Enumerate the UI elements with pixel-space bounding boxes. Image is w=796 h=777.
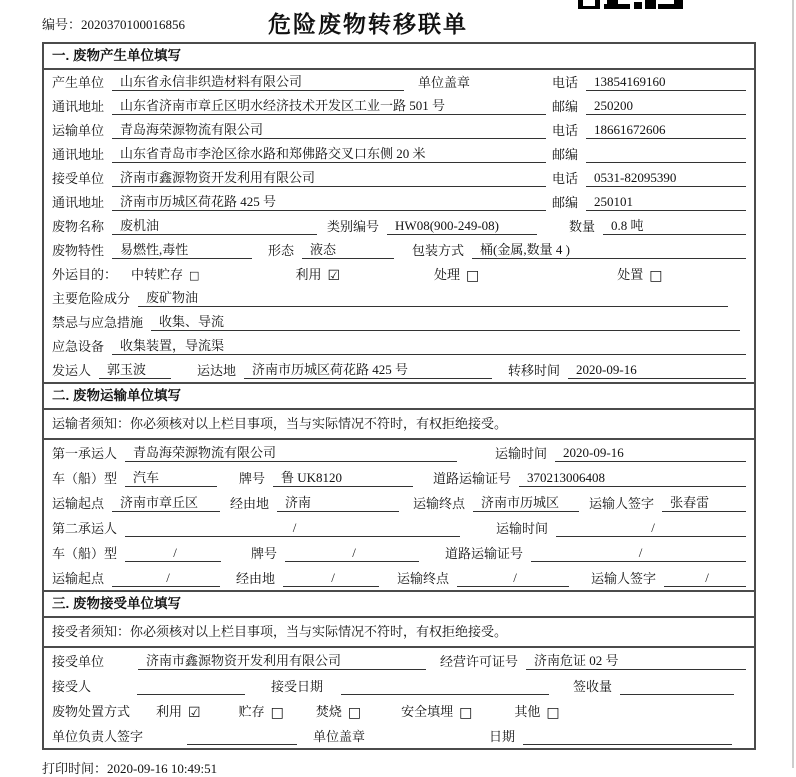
row-dispatch [44, 358, 754, 382]
producer-zip-value: 250200 [586, 98, 746, 115]
dispatcher-value: 郭玉波 [99, 359, 171, 379]
vehicle1-permit-label: 道路运输证号 [433, 471, 512, 486]
transport-time2-label: 运输时间 [496, 521, 549, 536]
purpose-option-dispose-label: 处置 [617, 267, 644, 282]
purpose-option-use-checkbox: ☑ [327, 268, 341, 284]
vehicle1-plate-label: 牌号 [239, 471, 266, 486]
vehicle2-plate-value: / [285, 545, 419, 562]
row-first-carrier [44, 440, 754, 465]
transporter-value: 青岛海荣源物流有限公司 [112, 119, 546, 139]
row-responsible-sign [44, 723, 754, 748]
vehicle2-permit-value: / [531, 545, 746, 562]
row-receiver [44, 166, 754, 190]
disposal-option-use-checkbox: ☑ [188, 705, 201, 721]
row-route1 [44, 490, 754, 515]
transporter-notice: 运输者须知：你必须核对以上栏目事项，当与实际情况不符时，有权拒绝接受。 [44, 410, 754, 440]
serial-label: 编号： [42, 17, 82, 32]
page-edge-scroll-strip [792, 0, 794, 768]
waste-form-value: 液态 [302, 239, 394, 259]
row-waste-traits [44, 238, 754, 262]
accept-date-label: 接受日期 [271, 679, 324, 694]
receiver-phone-value: 0531-82095390 [586, 170, 746, 187]
transport-time1-value: 2020-09-16 [555, 445, 746, 462]
print-time-value: 2020-09-16 10:49:51 [107, 761, 218, 776]
packaging-value: 桶(金属,数量 4 ) [472, 239, 746, 259]
disposal-option-store-checkbox: □ [270, 705, 284, 721]
row-producer [44, 70, 754, 94]
route2-end-label: 运输终点 [397, 571, 450, 586]
row-second-carrier [44, 515, 754, 540]
responsible-sign-label: 单位负责人签字 [52, 729, 144, 744]
receiver-address-value: 济南市历城区荷花路 425 号 [112, 191, 546, 211]
waste-traits-label: 废物特性 [52, 243, 105, 258]
purpose-option-storage-checkbox: □ [189, 269, 200, 282]
sign-date-label: 日期 [489, 729, 516, 744]
hazard-value: 废矿物油 [138, 287, 728, 307]
route2-start-label: 运输起点 [52, 571, 105, 586]
license-label: 经营许可证号 [440, 654, 519, 669]
producer-value: 山东省永信非织造材料有限公司 [112, 71, 404, 91]
disposal-option-store-label: 贮存 [238, 704, 265, 719]
accept-date-value [341, 680, 549, 695]
page-title: 危险废物转移联单 [268, 11, 468, 37]
receiver-address-label: 通讯地址 [52, 195, 105, 210]
row-vehicle1 [44, 465, 754, 490]
disposal-label: 废物处置方式 [52, 704, 131, 719]
route2-sign-value: / [664, 570, 746, 587]
route1-end-label: 运输终点 [413, 496, 466, 511]
route2-via-label: 经由地 [236, 571, 276, 586]
qr-code-fragment-icon [578, 0, 694, 9]
disposal-option-incinerate-label: 焚烧 [315, 704, 342, 719]
packaging-label: 包装方式 [412, 243, 465, 258]
route1-via-value: 济南 [277, 492, 399, 512]
route1-start-label: 运输起点 [52, 496, 105, 511]
received-qty-value [620, 680, 734, 695]
producer-zip-label: 邮编 [552, 99, 579, 114]
transporter-address-value: 山东省青岛市李沧区徐水路和郑佛路交叉口东侧 20 米 [112, 143, 546, 163]
row-transfer-purpose [44, 262, 754, 286]
transporter-zip-label: 邮编 [552, 147, 579, 162]
accept-person-value [137, 680, 245, 695]
route1-end-value: 济南市历城区 [473, 492, 579, 512]
purpose-option-treat-label: 处理 [434, 267, 461, 282]
receiver-zip-value: 250101 [586, 194, 746, 211]
disposal-option-use-label: 利用 [156, 704, 183, 719]
transporter-phone-value: 18661672606 [586, 122, 746, 139]
route2-end-value: / [457, 570, 569, 587]
disposal-option-landfill-label: 安全填埋 [401, 704, 454, 719]
row-route2 [44, 565, 754, 590]
waste-qty-label: 数量 [569, 219, 596, 234]
sign-date-value [523, 730, 732, 745]
first-carrier-value: 青岛海荣源物流有限公司 [125, 442, 457, 462]
producer-phone-label: 电话 [552, 75, 579, 90]
waste-qty-value: 0.8 吨 [603, 215, 746, 235]
producer-seal-label: 单位盖章 [418, 75, 471, 90]
vehicle2-plate-label: 牌号 [251, 546, 278, 561]
transporter-label: 运输单位 [52, 123, 105, 138]
row-transporter-address [44, 142, 754, 166]
purpose-label: 外运目的： [52, 267, 118, 282]
responsible-sign-value [187, 730, 297, 745]
transfer-date-label: 转移时间 [508, 363, 561, 378]
vehicle1-type-label: 车（船）型 [52, 471, 118, 486]
disposal-option-other-label: 其他 [514, 704, 541, 719]
document-header [0, 0, 796, 42]
emergency-label: 禁忌与应急措施 [52, 315, 144, 330]
transport-time1-label: 运输时间 [495, 446, 548, 461]
license-value: 济南危证 02 号 [526, 650, 746, 670]
destination-label: 运达地 [197, 363, 237, 378]
transporter-address-label: 通讯地址 [52, 147, 105, 162]
received-qty-label: 签收量 [573, 679, 613, 694]
receiver-notice: 接受者须知：你必须核对以上栏目事项，当与实际情况不符时，有权拒绝接受。 [44, 618, 754, 648]
disposal-option-landfill-checkbox: □ [459, 705, 473, 721]
waste-code-value: HW08(900-249-08) [387, 218, 537, 235]
row-emergency-equipment [44, 334, 754, 358]
destination-value: 济南市历城区荷花路 425 号 [244, 359, 492, 379]
disposal-option-incinerate-checkbox: □ [347, 705, 362, 721]
serial-value: 2020370100016856 [81, 17, 186, 32]
producer-phone-value: 13854169160 [586, 74, 746, 91]
vehicle2-permit-label: 道路运输证号 [445, 546, 524, 561]
hazard-label: 主要危险成分 [52, 291, 131, 306]
purpose-option-use-label: 利用 [295, 267, 322, 282]
accept-person-label: 接受人 [52, 679, 92, 694]
section2-title: 二. 废物运输单位填写 [44, 382, 754, 410]
receiver-label: 接受单位 [52, 171, 105, 186]
row-transporter [44, 118, 754, 142]
disposal-option-other-checkbox: □ [546, 705, 560, 721]
vehicle2-type-label: 车（船）型 [52, 546, 118, 561]
unit-seal-label: 单位盖章 [313, 729, 366, 744]
route1-start-value: 济南市章丘区 [112, 492, 220, 512]
receiver-zip-label: 邮编 [552, 195, 579, 210]
accept-unit-label: 接受单位 [52, 654, 105, 669]
producer-label: 产生单位 [52, 75, 105, 90]
route2-via-value: / [283, 570, 379, 587]
receiver-phone-label: 电话 [552, 171, 579, 186]
row-accept-unit [44, 648, 754, 673]
section3-title: 三. 废物接受单位填写 [44, 590, 754, 618]
vehicle1-type-value: 汽车 [125, 467, 217, 487]
row-producer-address [44, 94, 754, 118]
receiver-value: 济南市鑫源物资开发利用有限公司 [112, 167, 546, 187]
section1-title: 一. 废物产生单位填写 [44, 44, 754, 70]
first-carrier-label: 第一承运人 [52, 446, 118, 461]
route1-sign-label: 运输人签字 [589, 496, 655, 511]
second-carrier-label: 第二承运人 [52, 521, 118, 536]
row-vehicle2 [44, 540, 754, 565]
emergency-value: 收集、导流 [151, 311, 740, 331]
route2-sign-label: 运输人签字 [591, 571, 657, 586]
waste-name-label: 废物名称 [52, 219, 105, 234]
purpose-option-treat-checkbox: □ [466, 268, 480, 284]
equipment-label: 应急设备 [52, 339, 105, 354]
row-emergency-measures [44, 310, 754, 334]
waste-name-value: 废机油 [112, 215, 317, 235]
transport-time2-value: / [556, 520, 746, 537]
row-disposal-method [44, 698, 754, 723]
vehicle2-type-value: / [125, 545, 221, 562]
second-carrier-value: / [125, 520, 460, 537]
equipment-value: 收集装置，导流渠 [112, 335, 746, 355]
vehicle1-plate-value: 鲁 UK8120 [273, 467, 413, 487]
row-hazard-component [44, 286, 754, 310]
accept-unit-value: 济南市鑫源物资开发利用有限公司 [138, 650, 426, 670]
vehicle1-permit-value: 370213006408 [519, 470, 746, 487]
dispatcher-label: 发运人 [52, 363, 92, 378]
route1-via-label: 经由地 [230, 496, 270, 511]
waste-traits-value: 易燃性,毒性 [112, 239, 252, 259]
purpose-option-storage-label: 中转贮存 [131, 267, 184, 282]
transporter-zip-value [586, 148, 746, 163]
transfer-date-value: 2020-09-16 [568, 362, 746, 379]
row-receiver-address [44, 190, 754, 214]
transporter-phone-label: 电话 [552, 123, 579, 138]
route2-start-value: / [112, 570, 220, 587]
row-waste-name [44, 214, 754, 238]
transfer-form-table [42, 42, 756, 750]
producer-address-label: 通讯地址 [52, 99, 105, 114]
waste-form-label: 形态 [268, 243, 295, 258]
route1-sign-value: 张春雷 [662, 492, 746, 512]
producer-address-value: 山东省济南市章丘区明水经济技术开发区工业一路 501 号 [112, 95, 546, 115]
print-time-label: 打印时间： [42, 761, 108, 776]
purpose-option-dispose-checkbox: □ [649, 268, 663, 284]
row-accept-person [44, 673, 754, 698]
waste-code-label: 类别编号 [327, 219, 380, 234]
